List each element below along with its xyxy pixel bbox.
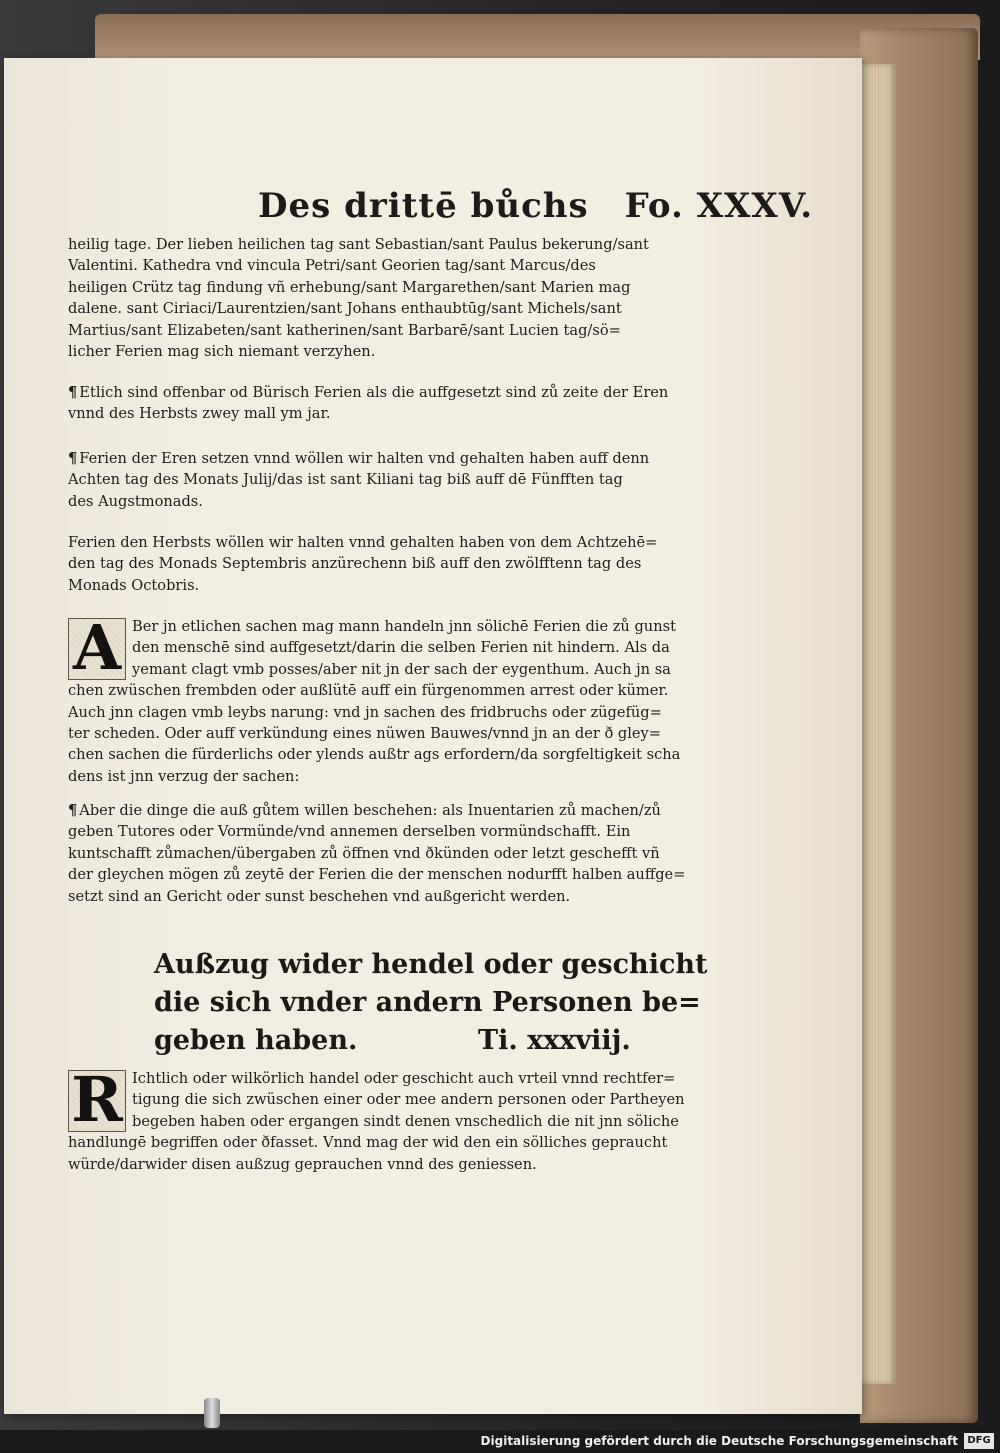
text-line: setzt sind an Gericht oder sunst beschehen vnd außgericht werden. [68,887,571,905]
text-line: Ber jn etlichen sachen mag mann handeln jnn sölichē Ferien die zů gunst [132,618,676,635]
text-line: kuntschafft zůmachen/übergaben zů öffnen vnd ðkünden oder letzt geschefft vñ [68,844,660,862]
paragraph-exceptions [68,611,708,787]
text-line: Etlich sind offenbar od Bürisch Ferien als die auffgesetzt sind zů zeite der Eren [79,384,669,401]
text-line: Achten tag des Monats Julij/das ist sant Kiliani tag biß auff dē Fünfften tag [68,471,623,489]
folio-number: Fo. XXXV. [624,186,814,226]
text-line: der gleychen mögen zů zeytē der Ferien die der menschen nodurfft halben auffge= [68,866,686,884]
decorated-initial: A [68,618,126,680]
title-reference: Ti. xxxviij. [478,1025,631,1056]
text-line: heiligen Crütz tag findung vñ erhebung/sant Margarethen/sant Marien mag [68,278,631,296]
text-line: Valentini. Kathedra vnd vincula Petri/sant Georien tag/sant Marcus/des [68,257,596,275]
dfg-logo: DFG [964,1433,994,1449]
text-line: heilig tage. Der lieben heilichen tag sant Sebastian/sant Paulus bekerung/sant [68,236,649,253]
heading-line: die sich vnder andern Personen be= [154,987,701,1018]
running-header [258,186,814,226]
text-line: licher Ferien mag sich niemant verzyhen. [68,343,376,361]
funding-credit: Digitalisierung gefördert durch die Deutsche Forschungsgemeinschaft [480,1434,958,1448]
text-line: vnnd des Herbsts zwey mall ym jar. [68,405,331,423]
text-line: tigung die sich zwüschen einer oder mee andern personen oder Partheyen [132,1091,685,1109]
text-line: dens ist jnn verzug der sachen: [68,767,300,785]
section-heading [154,946,708,1060]
text-line: Ferien der Eren setzen vnnd wöllen wir halten vnd gehalten haben auff denn [79,450,650,467]
heading-line: geben haben. [154,1025,358,1056]
text-line: begeben haben oder ergangen sindt denen vnschedlich die nit jnn söliche [132,1112,679,1130]
text-line: den tag des Monads Septembris anzürechenn biß auff den zwölfftenn tag des [68,555,642,573]
text-line: ter scheden. Oder auff verkündung eines nüwen Bauwes/vnnd jn an der ð gley= [68,725,662,743]
running-title: Des drittē bůchs [258,186,589,226]
text-line: chen zwüschen frembden oder außlütē auff ein fürgenommen arrest oder kümer. [68,682,669,700]
paragraph-settlements [68,1063,708,1175]
paragraph-autumn-ferien [68,532,708,596]
text-line: Martius/sant Elizabeten/sant katherinen/sant Barbarē/sant Lucien tag/sö= [68,321,621,339]
pilcrow-icon: ¶ [68,802,78,819]
text-line: Ichtlich oder wilkörlich handel oder geschicht auch vrteil vnnd rechtfer= [132,1070,676,1087]
text-line: geben Tutores oder Vormünde/vnd annemen derselben vormündschafft. Ein [68,823,631,841]
page-fore-edge [856,64,896,1384]
decorated-initial: R [68,1070,126,1132]
text-line: des Augstmonads. [68,492,203,510]
paragraph-public-ferien [68,382,708,425]
paragraph-voluntary-acts [68,800,708,907]
footer-bar [0,1430,1000,1453]
pilcrow-icon: ¶ [68,384,78,401]
text-line: chen sachen die fürderlichs oder ylends außtr ags erfordern/da sorgfeltigkeit scha [68,746,681,764]
paragraph-holidays [68,234,708,362]
book-cover-top [95,14,980,60]
heading-line: Außzug wider hendel oder geschicht [154,949,708,980]
text-line: handlungē begriffen oder ðfasset. Vnnd mag der wid den ein sölliches gepraucht [68,1134,668,1152]
text-line: Aber die dinge die auß gůtem willen beschehen: als Inuentarien zů machen/zů [79,802,661,819]
page-clip [204,1398,220,1428]
text-line: würde/darwider disen außzug geprauchen vnnd des geniessen. [68,1155,537,1173]
pilcrow-icon: ¶ [68,450,78,467]
text-line: Auch jnn clagen vmb leybs narung: vnd jn sachen des fridbruchs oder zügefüg= [68,703,662,721]
paragraph-harvest-ferien [68,448,708,512]
text-line: yemant clagt vmb posses/aber nit jn der sach der eygenthum. Auch jn sa [132,660,671,678]
text-line: Ferien den Herbsts wöllen wir halten vnnd gehalten haben von dem Achtzehē= [68,534,658,551]
text-line: Monads Octobris. [68,576,200,594]
text-line: den menschē sind auffgesetzt/darin die selben Ferien nit hindern. Als da [132,639,670,657]
text-line: dalene. sant Ciriaci/Laurentzien/sant Johans enthaubtūg/sant Michels/sant [68,300,622,318]
